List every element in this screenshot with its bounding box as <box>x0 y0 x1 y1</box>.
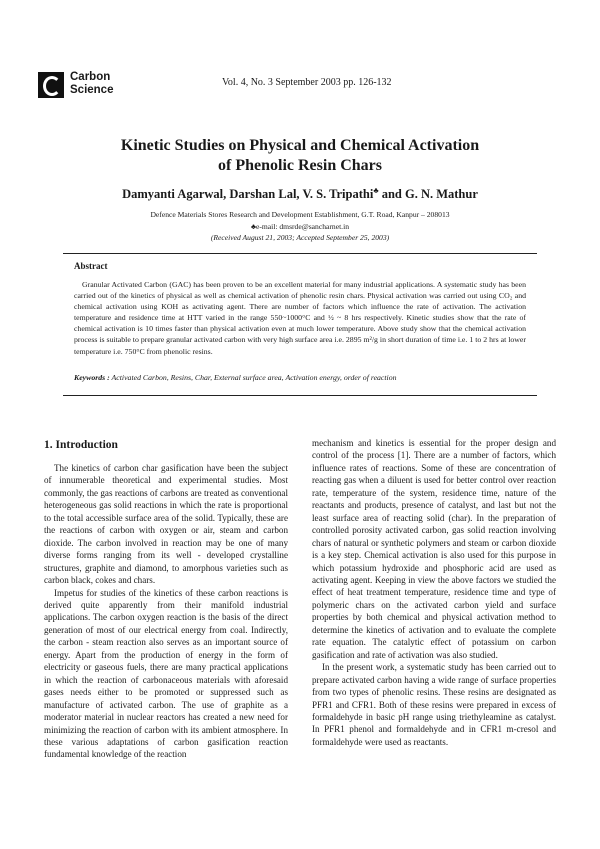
keywords-label: Keywords : <box>74 373 110 382</box>
keywords-list: Activated Carbon, Resins, Char, External surface area, Activation energy, order of reaction <box>109 373 397 382</box>
volume-info: Vol. 4, No. 3 September 2003 pp. 126-132 <box>222 77 392 88</box>
affiliation: Defence Materials Stores Research and Development Establishment, G.T. Road, Kanpur – 208013 <box>150 210 450 219</box>
journal-name-line2: Science <box>70 84 114 96</box>
paragraph: The kinetics of carbon char gasification have been the subject of innumerable theoretical and experimental studies. Most commonly, the gas reactions of carbons are treated as conventional heterogeneous gas solid reactions in which the rate is proportional to the total accessible surface area of the solid. Typically, these are the reactions of carbon with oxygen or air, steam and carbon dioxide. The carbon involved in reaction may be one of many diverse forms ranging from its well - developed crystalline structures, graphite and diamond, to amorphous varieties such as carbon black, cokes and chars. <box>44 463 288 586</box>
paragraph: mechanism and kinetics is essential for the proper design and control of the process [1]. There are a number of factors, which influence rates of reactions. Some of these are concentration of reacting gas when a diluent is used for better control over reaction rate, temperature of the system, residence time, nature of the reactants and products, presence of catalyst, and last but not the least surface area of reacting solid (char). In the preparation of controlled porosity activated carbon, gas solid reaction involving chars of natural or synthetic polymers and steam or carbon dioxide is a key step. Chemical activation is also used for this purpose in which potassium hydroxide and phosphoric acid are used as activating agent. Keeping in view the above factors we studied the effect of heat treatment temperature, residence time and type of polymeric chars on the activated carbon yield and surface properties by both chemical and physical activation method to determine the kinetics of activation and to evaluate the complete rate equation. The catalytic effect of potassium on carbon gasification and rate of activation was also studied. <box>312 438 556 660</box>
section-heading: 1. Introduction <box>44 439 118 451</box>
received-dates: (Received August 21, 2003; Accepted September 25, 2003) <box>210 233 390 242</box>
journal-name-line1: Carbon <box>70 71 111 83</box>
column-right <box>312 437 556 748</box>
authors <box>0 186 600 202</box>
email: ♣e-mail: dmsrde@sancharnet.in <box>250 221 349 231</box>
paragraph: Impetus for studies of the kinetics of these carbon reactions is derived quite apparently from their manifold industrial applications. The carbon oxygen reaction is the basis of the direct generation of most of our electrical energy from coal. Indirectly, the carbon - steam reaction also serves as an important source of energy. Apart from the production of energy in the form of electricity or gaseous fuels, there are many practical applications in which the reaction of carbonaceous materials with aforesaid gases needs either to be promoted or suppressed such as manufacture of activated carbon. The use of graphite as a moderator material in nuclear reactors has created a new need for minimizing the reaction of carbon with its ambient atmosphere. In these various adaptations of carbon gasification reaction fundamental knowledge of the reaction <box>44 587 288 760</box>
column-left <box>44 462 288 761</box>
journal-name <box>70 71 113 97</box>
journal-logo-icon <box>38 72 64 98</box>
abstract-heading: Abstract <box>74 261 108 271</box>
affiliation-block <box>0 209 600 244</box>
abstract-text: Granular Activated Carbon (GAC) has been proven to be an excellent material for many industrial applications. A systematic study has been carried out of the kinetics of physical as well as chemical activation of phenolic resin chars. Physical activation was carried out using CO₂ and chemical activation using KOH as activating agent. There are number of factors which influence the rate of activation. The activation temperature and residence time at HTT varied in the range 550~1000°C and ½ ~ 8 hrs respectively. Kinetic studies show that the rate of chemical activation is 10 times faster than physical activation even at much lower temperature. Above study show that the chemical activation process is suitable to prepare granular activated carbon with very high surface area i.e. 2895 m²/g in short duration of time i.e. 1 to 2 hrs at lower temperature i.e. 750°C from phenolic resins. <box>74 280 526 356</box>
paragraph: In the present work, a systematic study has been carried out to prepare activated carbon having a wide range of surface properties from two types of phenolic resins. These resins are designated as PFR1 and CFR1. Both of these resins were prepared in excess of formaldehyde in basic pH range using triethyleamine as catalyst. In PFR1 phenol and formaldehyde and in CFR1 m-cresol and formaldehyde were used as reactants. <box>312 662 556 747</box>
paper-title <box>0 136 600 176</box>
title-line2: of Phenolic Resin Chars <box>218 157 382 174</box>
corresponding-author-mark: ♣ <box>373 186 379 195</box>
authors-part1: Damyanti Agarwal, Darshan Lal, V. S. Tripathi <box>122 187 374 202</box>
title-line1: Kinetic Studies on Physical and Chemical Activation <box>120 137 480 154</box>
authors-part2: and G. N. Mathur <box>378 187 478 202</box>
keywords <box>74 372 526 383</box>
